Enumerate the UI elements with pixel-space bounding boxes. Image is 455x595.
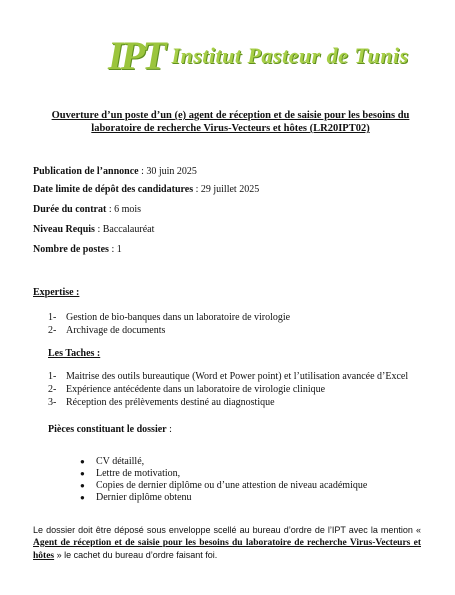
deadline-label: Date limite de dépôt des candidatures <box>33 184 194 195</box>
duration-label: Durée du contrat <box>33 204 107 215</box>
deadline-line <box>33 184 259 196</box>
level-line <box>33 224 154 236</box>
duration-value: : 6 mois <box>106 204 142 215</box>
list-item: 3- Réception des prélèvements destiné au diagnostique <box>48 397 275 408</box>
taches-list <box>48 370 408 409</box>
publication-label: Publication de l’annonce <box>33 166 139 177</box>
logo-mark: IPT <box>108 33 164 78</box>
dossier-heading: Pièces constituant le dossier : <box>48 424 172 435</box>
posts-value: : 1 <box>108 244 122 255</box>
bullet-icon: ● <box>80 469 85 478</box>
bullet-icon: ● <box>80 493 85 502</box>
list-item: ● Lettre de motivation, <box>80 468 181 479</box>
list-item: 1- Gestion de bio-banques dans un laboratoire de virologie <box>48 312 291 323</box>
bullet-icon: ● <box>80 481 85 490</box>
posts-line <box>33 244 122 256</box>
bullet-icon: ● <box>80 457 85 466</box>
dossier-list <box>80 456 367 504</box>
deadline-value: : 29 juillet 2025 <box>193 184 260 195</box>
duration-line <box>33 204 141 216</box>
level-value: : Baccalauréat <box>94 224 155 235</box>
submission-note: Le dossier doit être déposé sous enveloppe scellé au bureau d’ordre de l’IPT avec la mention « Agent de réception et de saisie pour les besoins du laboratoire de recherche Virus-Vecteurs et hôtes » le cachet du bureau d’ordre faisant foi. <box>33 525 421 561</box>
publication-value: : 30 juin 2025 <box>138 166 197 177</box>
publication-line <box>33 166 197 178</box>
expertise-list <box>48 311 290 337</box>
list-item: 2- Expérience antécédente dans un laboratoire de virologie clinique <box>48 384 326 395</box>
submission-mention: Agent de réception et de saisie pour les besoins du laboratoire de recherche Virus-Vecteurs et hôtes <box>33 538 421 561</box>
taches-heading: Les Taches : <box>48 348 101 359</box>
institut-pasteur-logo <box>108 34 409 78</box>
expertise-heading: Expertise : <box>33 287 80 298</box>
level-label: Niveau Requis <box>33 224 95 235</box>
logo-text: Institut Pasteur de Tunis <box>171 43 409 68</box>
list-item: 1- Maitrise des outils bureautique (Word et Power point) et l’utilisation avancée d’Excel <box>48 371 409 382</box>
posts-label: Nombre de postes <box>33 244 109 255</box>
list-item: 2- Archivage de documents <box>48 325 166 336</box>
list-item: ● Copies de dernier diplôme ou d’une attestion de niveau académique <box>80 480 368 491</box>
list-item: ● CV détaillé, <box>80 456 145 467</box>
list-item: ● Dernier diplôme obtenu <box>80 492 192 503</box>
document-title: Ouverture d’un poste d’un (e) agent de réception et de saisie pour les besoins du laboratoire de recherche Virus-Vecteurs et hôtes (LR20IPT02) <box>51 110 410 134</box>
